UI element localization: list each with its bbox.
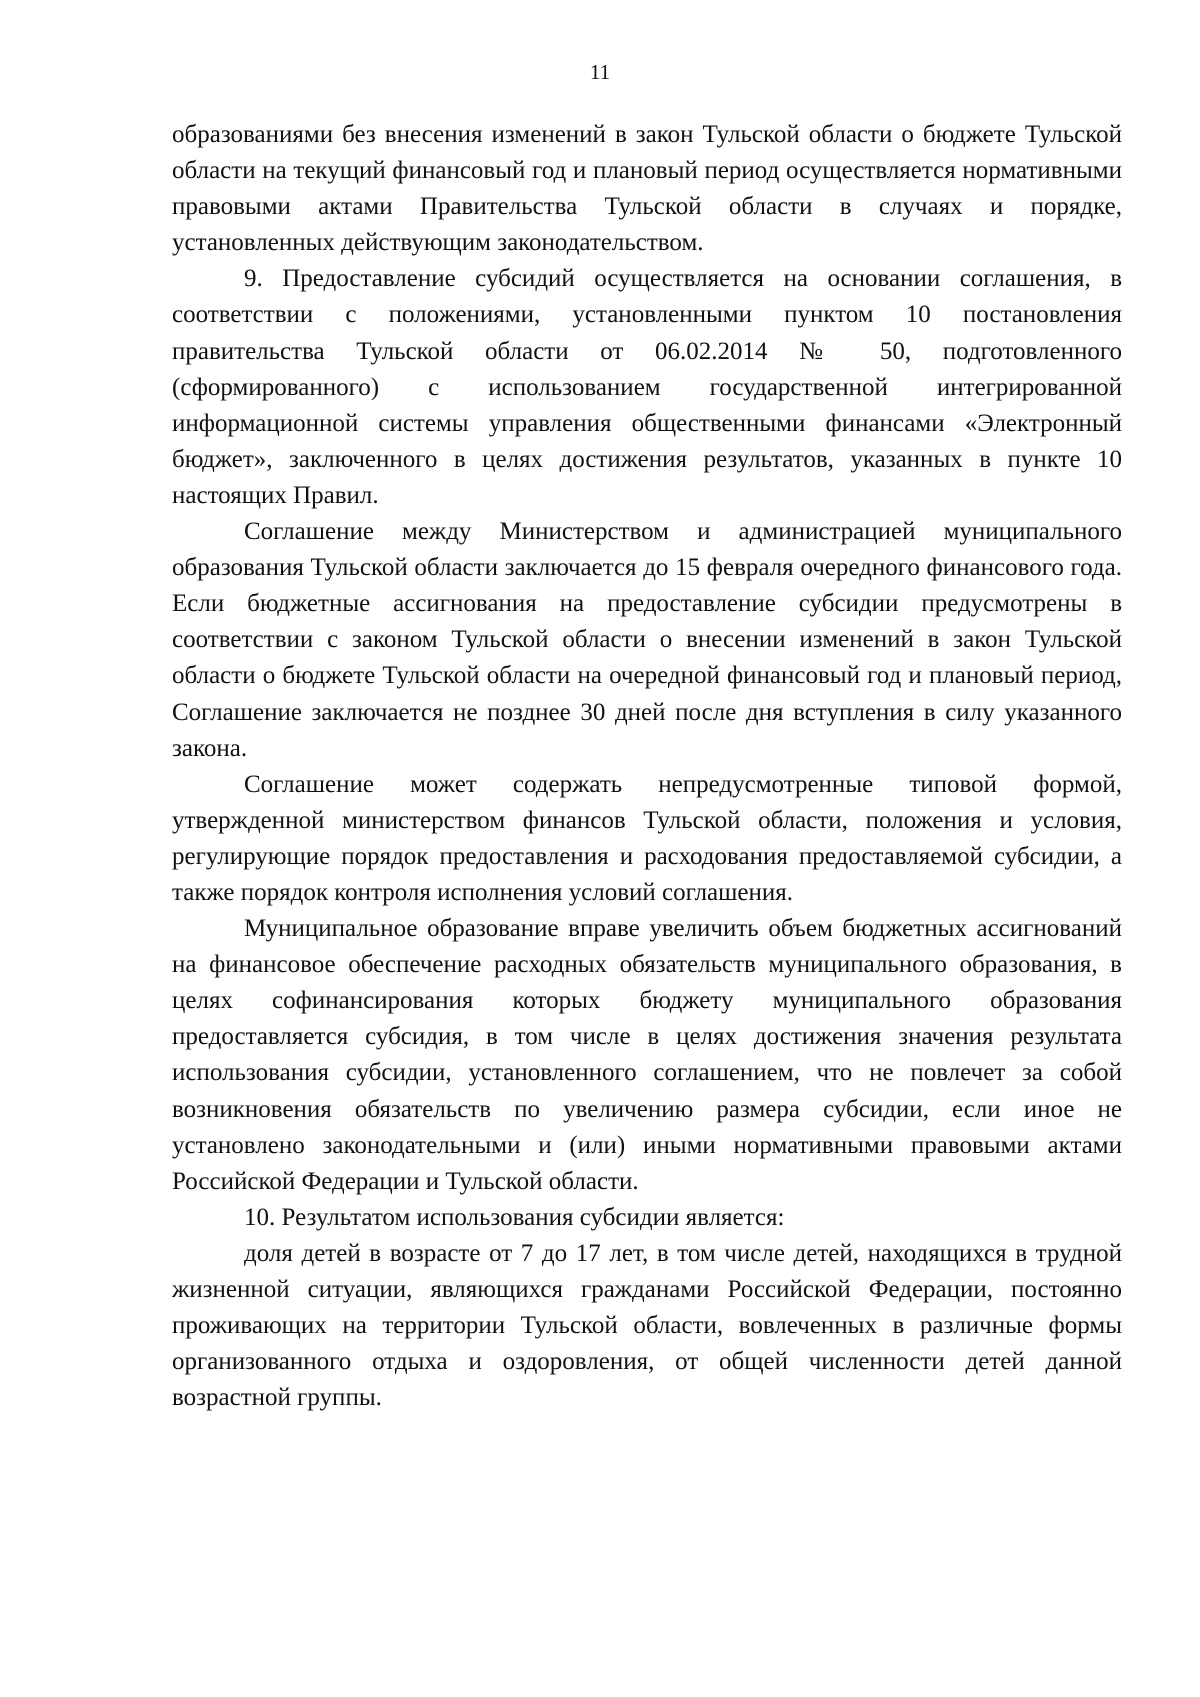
paragraph-municipal-rights: Муниципальное образование вправе увеличить объем бюджетных ассигнований на финансовое обеспечение расходных обязательств муниципального образования, в целях софинансирования которых бюджету муниципального образования предоставляется субсидия, в том числе в целях достижения значения результата использования субсидии, установленного соглашением, что не повлечет за собой возникновения обязательств по увеличению размера субсидии, если иное не установлено законодательными и (или) иными нормативными правовыми актами Российской Федерации и Тульской области. bbox=[172, 915, 1122, 1195]
document-body bbox=[172, 117, 1122, 1416]
paragraph-continuation: образованиями без внесения изменений в закон Тульской области о бюджете Тульской области на текущий финансовый год и плановый период осуществляется нормативными правовыми актами Правительства Тульской области в случаях и порядке, установленных действующим законодательством. bbox=[172, 121, 1122, 257]
paragraph-item-9: 9. Предоставление субсидий осуществляется на основании соглашения, в соответствии с положениями, установленными пунктом 10 постановления правительства Тульской области от 06.02.2014 № 50, подготовленного (сформированного) с использованием государственной интегрированной информационной системы управления общественными финансами «Электронный бюджет», заключенного в целях достижения результатов, указанных в пункте 10 настоящих Правил. bbox=[172, 265, 1122, 509]
paragraph-item-10: 10. Результатом использования субсидии является: bbox=[244, 1203, 785, 1231]
paragraph-agreement-deadline: Соглашение между Министерством и администрацией муниципального образования Тульской области заключается до 15 февраля очередного финансового года. Если бюджетные ассигнования на предоставление субсидии предусмотрены в соответствии с законом Тульской области о внесении изменений в закон Тульской области о бюджете Тульской области на очередной финансовый год и плановый период, Соглашение заключается не позднее 30 дней после дня вступления в силу указанного закона. bbox=[172, 518, 1122, 762]
page-number: 11 bbox=[589, 60, 611, 84]
paragraph-agreement-terms: Соглашение может содержать непредусмотренные типовой формой, утвержденной министерством финансов Тульской области, положения и условия, регулирующие порядок предоставления и расходования предоставляемой субсидии, а также порядок контроля исполнения условий соглашения. bbox=[172, 770, 1122, 906]
paragraph-result-indicator: доля детей в возрасте от 7 до 17 лет, в том числе детей, находящихся в трудной жизненной ситуации, являющихся гражданами Российской Федерации, постоянно проживающих на территории Тульской области, вовлеченных в различные формы организованного отдыха и оздоровления, от общей численности детей данной возрастной группы. bbox=[172, 1239, 1122, 1412]
